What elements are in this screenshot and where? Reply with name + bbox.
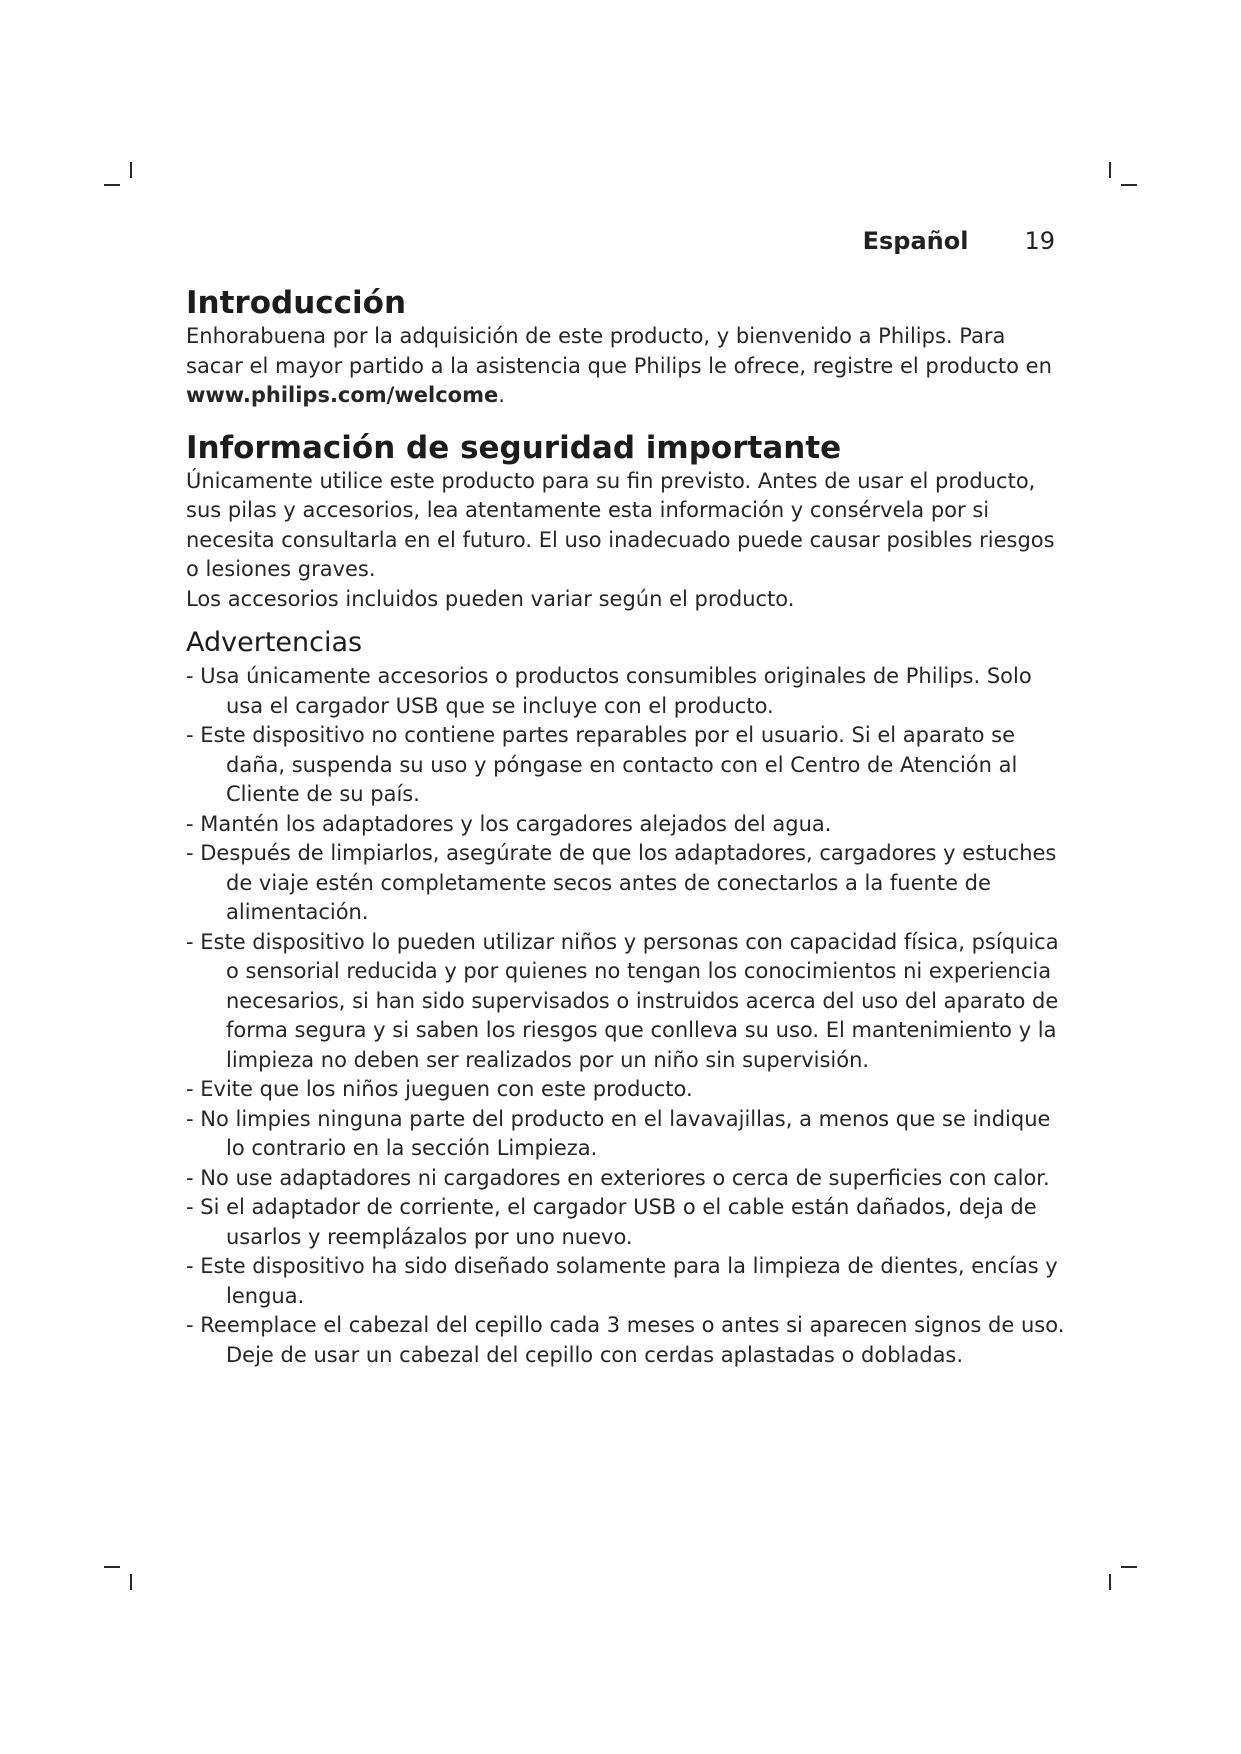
- running-head: [863, 226, 1055, 256]
- crop-mark-top-right-v: [1109, 162, 1111, 178]
- page-content: [186, 284, 1066, 1370]
- warning-item: - Usa únicamente accesorios o productos consumibles originales de Philips. Solo usa el cargador USB que se incluye con el producto.: [186, 664, 1032, 718]
- language-label: Español: [862, 227, 969, 255]
- intro-text-end: .: [498, 383, 505, 407]
- welcome-link[interactable]: www.philips.com/welcome: [186, 383, 499, 407]
- intro-paragraph: [186, 322, 1066, 411]
- crop-mark-bottom-left-v: [130, 1574, 132, 1590]
- warning-item: - Si el adaptador de corriente, el cargador USB o el cable están dañados, deja de usarlos y reemplázalos por uno nuevo.: [186, 1195, 1037, 1249]
- crop-mark-bottom-right-v: [1109, 1574, 1111, 1590]
- intro-text: Enhorabuena por la adquisición de este producto, y bienvenido a Philips. Para sacar el mayor partido a la asistencia que Philips le ofrece, registre el producto en: [186, 324, 1052, 378]
- crop-mark-top-left-v: [130, 162, 132, 178]
- warnings-heading: Advertencias: [186, 627, 363, 658]
- warning-item: - No use adaptadores ni cargadores en exteriores o cerca de superficies con calor.: [186, 1165, 1050, 1190]
- intro-heading: Introducción: [186, 285, 407, 321]
- warning-item: - Después de limpiarlos, asegúrate de que los adaptadores, cargadores y estuches de viaje estén completamente secos antes de conectarlos a la fuente de alimentación.: [186, 841, 1057, 924]
- accessories-note: Los accesorios incluidos pueden variar según el producto.: [186, 586, 795, 611]
- warning-item: - Este dispositivo ha sido diseñado solamente para la limpieza de dientes, encías y lengua.: [186, 1254, 1058, 1308]
- warning-item: - Reemplace el cabezal del cepillo cada 3 meses o antes si aparecen signos de uso. Deje de usar un cabezal del cepillo con cerdas aplastadas o dobladas.: [186, 1313, 1065, 1367]
- crop-mark-top-right-h: [1121, 184, 1137, 186]
- warning-item: - Este dispositivo lo pueden utilizar niños y personas con capacidad física, psíquica o sensorial reducida y por quienes no tengan los conocimientos ni experiencia necesarios, si han sido supervisados o instruidos acerca del uso del aparato de forma segura y si saben los riesgos que conlleva su uso. El mantenimiento y la limpieza no deben ser realizados por un niño sin supervisión.: [186, 929, 1059, 1072]
- page-number: 19: [1024, 227, 1055, 255]
- warning-item: - Evite que los niños jueguen con este producto.: [186, 1077, 693, 1101]
- crop-mark-bottom-left-h: [104, 1566, 120, 1568]
- crop-mark-top-left-h: [104, 184, 120, 186]
- warning-item: - No limpies ninguna parte del producto en el lavavajillas, a menos que se indique lo contrario en la sección Limpieza.: [186, 1106, 1051, 1160]
- safety-heading: Información de seguridad importante: [186, 429, 842, 466]
- warning-item: - Este dispositivo no contiene partes reparables por el usuario. Si el aparato se daña, suspenda su uso y póngase en contacto con el Centro de Atención al Cliente de su país.: [186, 723, 1018, 806]
- warning-item: - Mantén los adaptadores y los cargadores alejados del agua.: [186, 811, 832, 836]
- safety-paragraph: Únicamente utilice este producto para su fin previsto. Antes de usar el producto, sus pilas y accesorios, lea atentamente esta información y consérvela por si necesita consultarla en el futuro. El uso inadecuado puede causar posibles riesgos o lesiones graves.: [186, 468, 1055, 581]
- crop-mark-bottom-right-h: [1121, 1566, 1137, 1568]
- warnings-list: [186, 662, 1066, 1370]
